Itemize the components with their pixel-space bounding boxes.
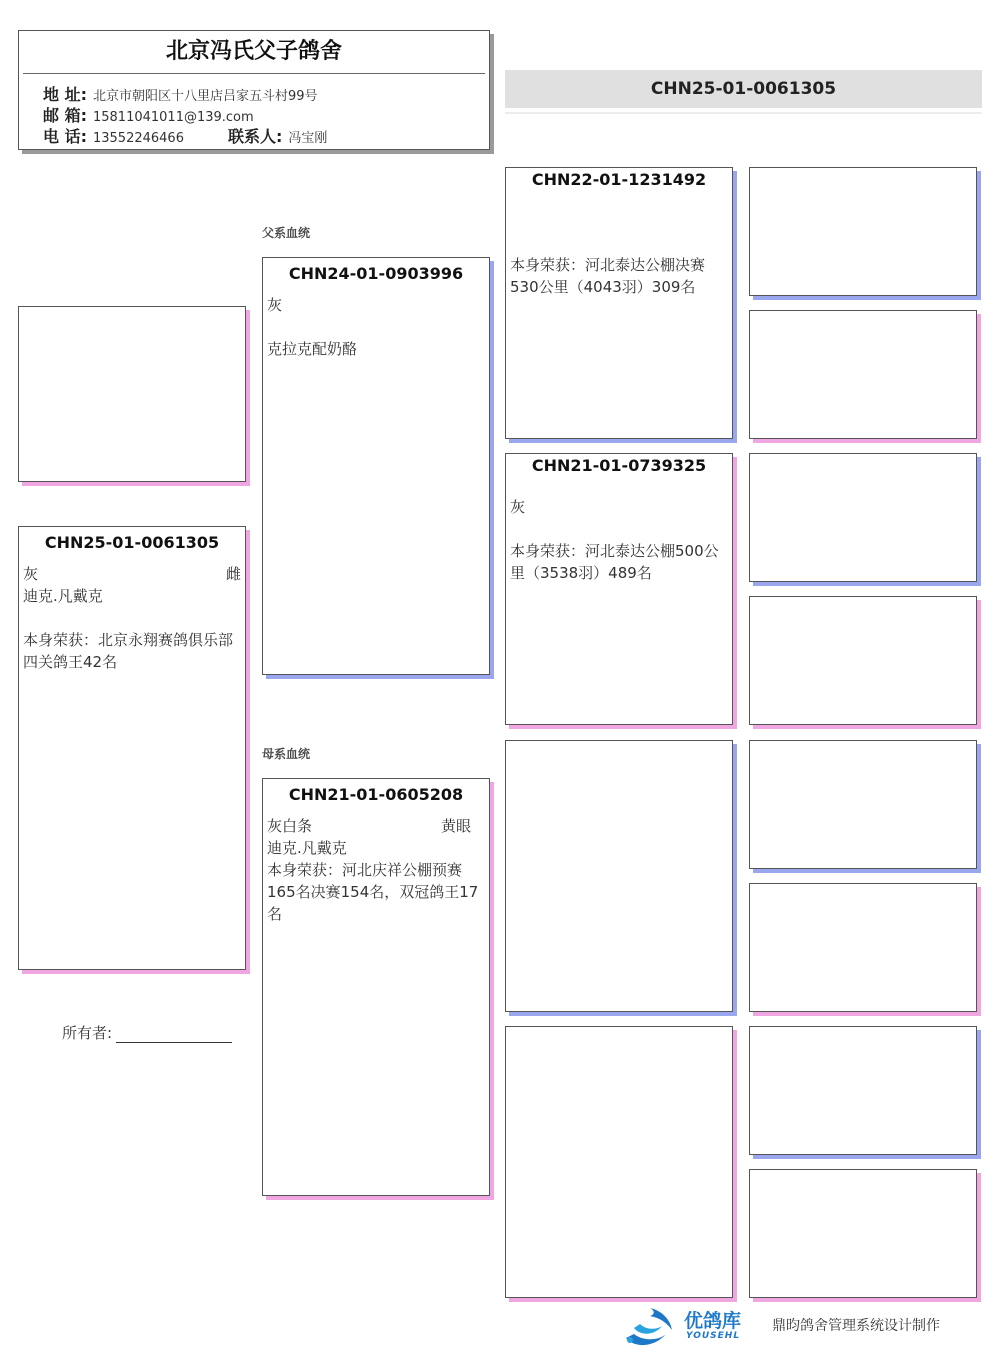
brand-name: 优鸽库 (684, 1310, 742, 1332)
address-value: 北京市朝阳区十八里店吕家五斗村99号 (92, 89, 318, 104)
sire-dam-card (505, 453, 733, 725)
sire-sire-ring: CHN22-01-1231492 (531, 170, 707, 189)
subject-honor: 本身荣获：北京永翔赛鸽俱乐部四关鸽王42名 (23, 631, 234, 671)
phone-label: 电 话: (43, 127, 87, 146)
sire-line-label: 父系血统 (262, 226, 311, 240)
contact-value: 冯宝刚 (288, 131, 328, 146)
subject-color-sex-row (19, 563, 245, 585)
dam-dam-card (505, 1026, 733, 1298)
great-grandparent-card-6 (749, 883, 977, 1012)
sire-dam-honor: 本身荣获：河北泰达公棚500公里（3538羽）489名 (510, 542, 719, 582)
dam-line-label: 母系血统 (262, 747, 311, 761)
dam-color: 灰白条 (267, 817, 313, 835)
subject-sex: 雌 (225, 565, 241, 583)
dam-eye: 黄眼 (440, 817, 471, 835)
owner-blank-line (116, 1029, 232, 1043)
dam-ring: CHN21-01-0605208 (288, 785, 464, 804)
dam-sire-card (505, 740, 733, 1012)
address-row (43, 85, 318, 107)
brand-name-en: YOUSEHL (686, 1331, 741, 1341)
great-grandparent-card-4 (749, 596, 977, 725)
dam-strain: 迪克.凡戴克 (267, 839, 347, 857)
yousehl-logo-icon (620, 1304, 680, 1348)
email-row (43, 106, 254, 128)
subject-ring: CHN25-01-0061305 (44, 533, 220, 552)
sire-sire-honor: 本身荣获：河北泰达公棚决赛530公里（4043羽）309名 (510, 256, 706, 296)
sire-dam-ring: CHN21-01-0739325 (531, 456, 707, 475)
sire-ring: CHN24-01-0903996 (288, 264, 464, 283)
phone-value: 13552246466 (92, 131, 184, 146)
great-grandparent-card-5 (749, 740, 977, 869)
dam-honor: 本身荣获：河北庆祥公棚预赛165名决赛154名，双冠鸽王17名 (267, 861, 479, 923)
pedigree-banner: CHN25-01-0061305 (505, 70, 982, 108)
loft-info-card (18, 30, 490, 150)
subject-color: 灰 (23, 565, 39, 583)
email-label: 邮 箱: (43, 106, 87, 125)
sire-card (262, 257, 490, 675)
great-grandparent-card-8 (749, 1169, 977, 1298)
address-label: 地 址: (43, 85, 87, 104)
banner-underline (505, 112, 982, 114)
owner-label: 所有者: (62, 1024, 113, 1042)
email-value: 15811041011@139.com (92, 110, 254, 125)
dam-color-eye-row (263, 815, 489, 837)
great-grandparent-card-2 (749, 310, 977, 439)
great-grandparent-card-1 (749, 167, 977, 296)
loft-title: 北京冯氏父子鸽舍 (165, 39, 342, 64)
footer (620, 1304, 980, 1348)
phone-row (43, 127, 327, 149)
subject-card (18, 526, 246, 970)
contact-label: 联系人: (227, 127, 283, 146)
sire-dam-color: 灰 (510, 498, 526, 516)
credit-text: 鼎昀鸽舍管理系统设计制作 (772, 1318, 940, 1334)
sire-color: 灰 (267, 296, 283, 314)
owner-field (62, 1022, 232, 1043)
photo-box (18, 306, 246, 482)
dam-card (262, 778, 490, 1196)
sire-strain: 克拉克配奶酪 (267, 340, 358, 358)
subject-strain: 迪克.凡戴克 (23, 587, 103, 605)
sire-sire-card (505, 167, 733, 439)
great-grandparent-card-7 (749, 1026, 977, 1155)
great-grandparent-card-3 (749, 453, 977, 582)
header-divider (23, 73, 485, 74)
